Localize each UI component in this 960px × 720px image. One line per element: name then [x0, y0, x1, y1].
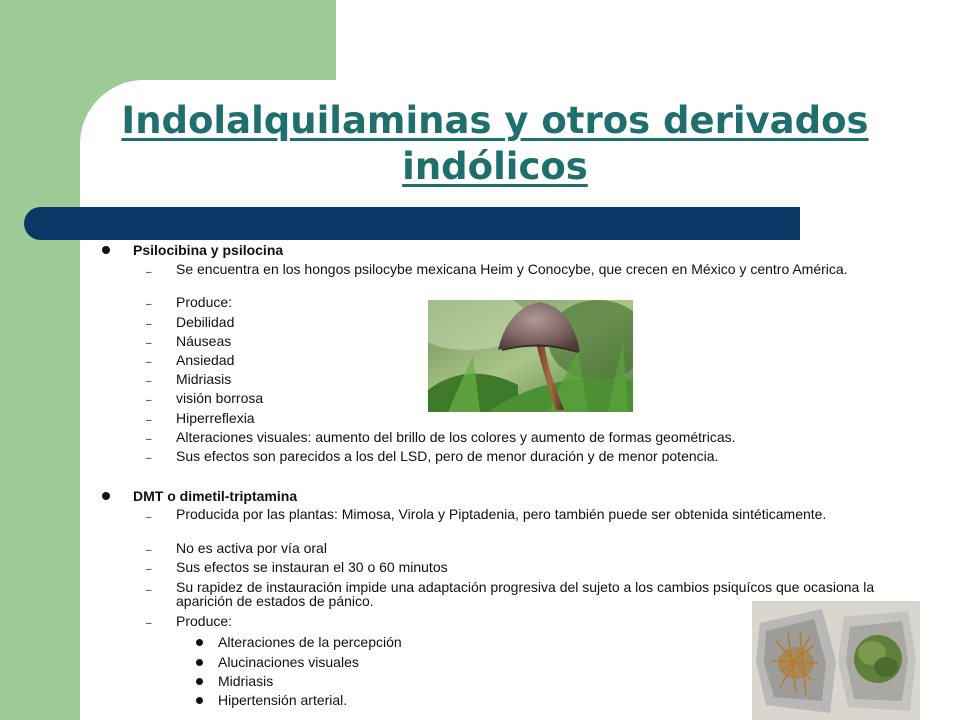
dash-bullet: – — [146, 376, 152, 387]
dash-bullet: – — [146, 512, 152, 523]
list-item: No es activa por vía oral — [176, 540, 327, 556]
slide-title: Indolalquilaminas y otros derivados indólicos — [121, 99, 869, 188]
mushroom-photo — [428, 300, 633, 412]
list-item: Producida por las plantas: Mimosa, Virola y Piptadenia, pero también puede ser obtenida sintéticamente. — [176, 506, 827, 522]
dash-bullet: – — [146, 319, 152, 330]
list-item: Debilidad — [176, 314, 235, 330]
dash-bullet: – — [146, 357, 152, 368]
dash-bullet: – — [146, 338, 152, 349]
dash-bullet: – — [146, 564, 152, 575]
dash-bullet: – — [146, 618, 152, 629]
list-item: Produce: — [176, 613, 233, 629]
list-item: Náuseas — [176, 333, 232, 349]
section-heading-dmt: DMT o dimetil-triptamina — [133, 488, 298, 504]
dash-bullet: – — [146, 585, 152, 596]
list-item: Midriasis — [176, 371, 232, 387]
dash-bullet: – — [146, 395, 152, 406]
section-heading-psilocibina: Psilocibina y psilocina — [133, 242, 284, 258]
list-item: Se encuentra en los hongos psilocybe mexicana Heim y Conocybe, que crecen en México y centro América. — [176, 261, 848, 277]
dash-bullet: – — [146, 453, 152, 464]
list-item: visión borrosa — [176, 390, 264, 406]
list-item: Hiperreflexia — [176, 410, 255, 426]
dash-bullet: – — [146, 434, 152, 445]
dmt-foil-photo — [752, 601, 920, 720]
dash-bullet: – — [146, 299, 152, 310]
sub-list-item: Midriasis — [218, 673, 274, 689]
list-item: Sus efectos son parecidos a los del LSD, pero de menor duración y de menor potencia. — [176, 448, 719, 464]
sub-list-item: Hipertensión arterial. — [218, 692, 348, 708]
list-item: Sus efectos se instauran el 30 o 60 minutos — [176, 559, 448, 575]
sub-list-item: Alteraciones de la percepción — [218, 634, 402, 650]
list-item: Alteraciones visuales: aumento del brillo de los colores y aumento de formas geométricas. — [176, 429, 736, 445]
sub-list-item: Alucinaciones visuales — [218, 654, 359, 670]
dash-bullet: – — [146, 545, 152, 556]
dash-bullet: – — [146, 267, 152, 278]
list-item: Su rapidez de instauración impide una adaptación progresiva del sujeto a los cambios psiquícos que ocasiona la aparición de estados de pánico. — [176, 579, 875, 609]
list-item: Produce: — [176, 294, 233, 310]
dash-bullet: – — [146, 415, 152, 426]
list-item: Ansiedad — [176, 352, 235, 368]
